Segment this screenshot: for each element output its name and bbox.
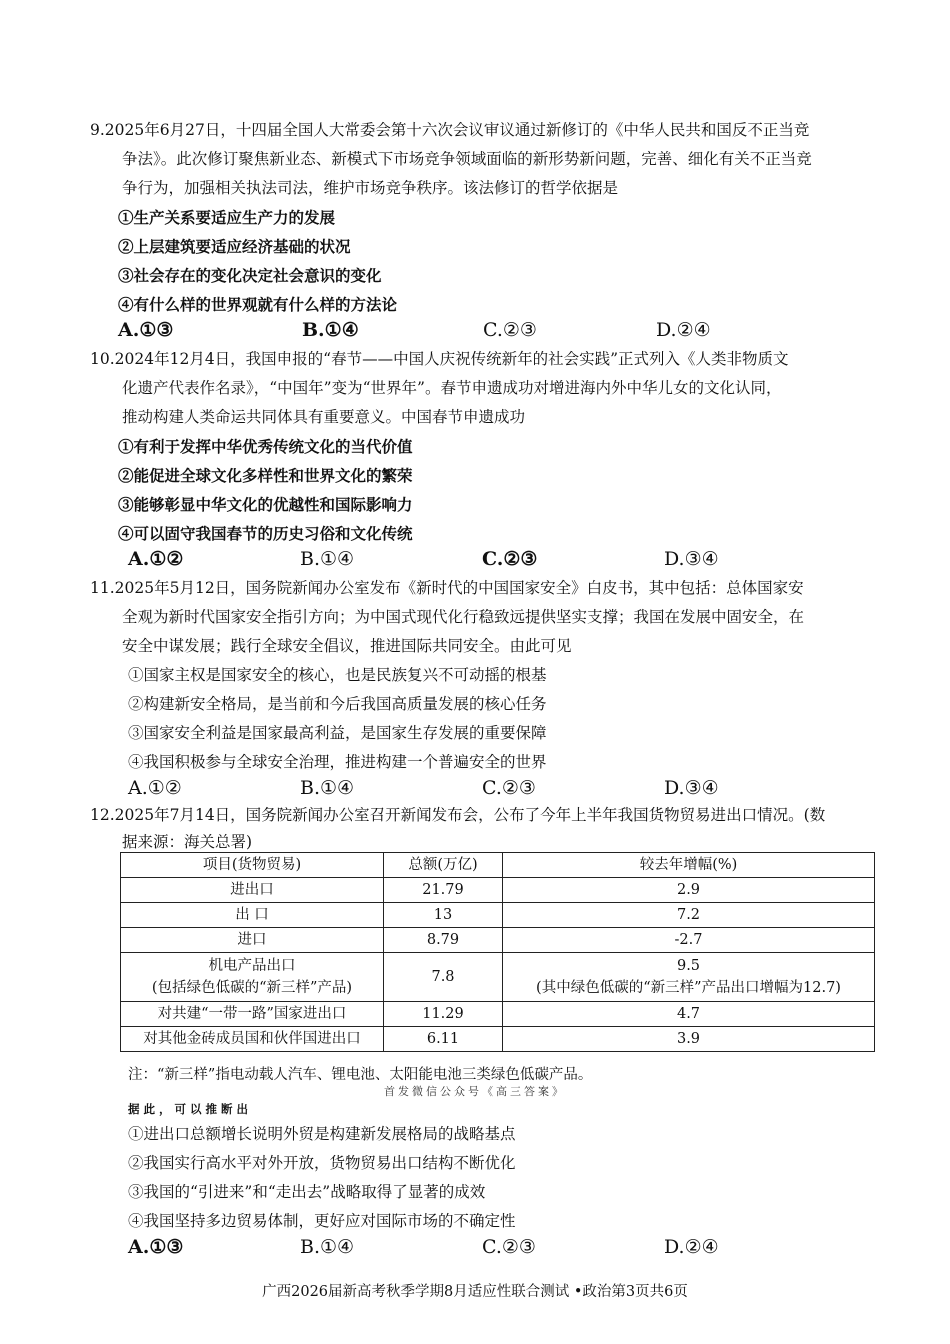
table-cell-item-line-1: 机电产品出口 (208, 958, 296, 974)
question-9-option-3: ③社会存在的变化决定社会意识的变化 (118, 266, 382, 285)
table-cell-growth: 2.9 (503, 878, 875, 903)
table-cell-item: 进出口 (121, 878, 384, 903)
question-10-option-1: ①有利于发挥中华优秀传统文化的当代价值 (118, 437, 413, 456)
table-row (121, 1002, 875, 1027)
question-10 (90, 345, 880, 578)
page-footer: 广西2026届新高考秋季学期8月适应性联合测试 •政治第3页共6页 (262, 1284, 688, 1300)
question-12-line-1: 12.2025年7月14日，国务院新闻办公室召开新闻发布会，公布了今年上半年我国货物贸易进出口情况。(数 (90, 806, 826, 824)
question-11-option-4: ④我国积极参与全球安全治理，推进构建一个普遍安全的世界 (128, 753, 547, 771)
table-cell-growth: -2.7 (503, 928, 875, 953)
table-note: 注：“新三样”指电动载人汽车、锂电池、太阳能电池三类绿色低碳产品。 (128, 1067, 593, 1083)
table-header-growth: 较去年增幅(%) (503, 853, 875, 878)
question-11-choice-c[interactable]: C.②③ (482, 777, 536, 799)
question-12-body (128, 1098, 888, 1266)
question-10-line-2: 化遗产代表作名录》，“中国年”变为“世界年”。春节申遗成功对增进海内外中华儿女的文化认同， (122, 379, 782, 397)
table-header-item: 项目(货物贸易) (121, 853, 384, 878)
table-row (121, 1027, 875, 1052)
table-row (121, 928, 875, 953)
question-9-option-2: ②上层建筑要适应经济基础的状况 (118, 237, 351, 256)
question-12-choice-c[interactable]: C.②③ (482, 1236, 536, 1258)
table-cell-total: 13 (384, 903, 503, 928)
question-11-choice-a[interactable]: A.①② (128, 777, 182, 799)
question-11-line-1: 11.2025年5月12日，国务院新闻办公室发布《新时代的中国国家安全》白皮书，其中包括：总体国家安 (90, 579, 804, 597)
question-9-line-1: 9.2025年6月27日，十四届全国人大常委会第十六次会议审议通过新修订的《中华人民共和国反不正当竞 (90, 121, 810, 139)
table-cell-total: 7.8 (384, 953, 503, 1002)
table-row (121, 878, 875, 903)
question-12-option-1: ①进出口总额增长说明外贸是构建新发展格局的战略基点 (128, 1125, 516, 1143)
question-10-line-3: 推动构建人类命运共同体具有重要意义。中国春节申遗成功 (122, 408, 526, 426)
table-header-total: 总额(万亿) (384, 853, 503, 878)
table-header-row (121, 853, 875, 878)
question-11-choice-b[interactable]: B.①④ (300, 777, 355, 799)
question-10-choice-a[interactable]: A.①② (128, 548, 184, 570)
question-12-option-2: ②我国实行高水平对外开放，货物贸易出口结构不断优化 (128, 1154, 516, 1172)
question-12-lead: 据此，可以推断出 (128, 1102, 252, 1116)
question-12-option-4: ④我国坚持多边贸易体制，更好应对国际市场的不确定性 (128, 1212, 516, 1230)
question-11 (90, 574, 880, 807)
table-cell-growth: 4.7 (503, 1002, 875, 1027)
table-cell-growth-line-2: (其中绿色低碳的“新三样”产品出口增幅为12.7) (536, 980, 841, 996)
question-10-choice-b[interactable]: B.①④ (300, 548, 355, 570)
question-11-choice-d[interactable]: D.③④ (664, 777, 719, 799)
table-cell-growth-line-1: 9.5 (676, 958, 701, 974)
question-9-option-4: ④有什么样的世界观就有什么样的方法论 (118, 295, 398, 314)
table-cell-item: 对共建“一带一路”国家进出口 (121, 1002, 384, 1027)
question-12-line-2: 据来源：海关总署) (122, 833, 253, 851)
question-12-choice-d[interactable]: D.②④ (664, 1236, 719, 1258)
question-12-choice-a[interactable]: A.①③ (128, 1236, 184, 1258)
table-cell-total: 21.79 (384, 878, 503, 903)
table-cell-total: 6.11 (384, 1027, 503, 1052)
question-12-choices (128, 1236, 888, 1266)
table-cell-total: 11.29 (384, 1002, 503, 1027)
table-cell-total: 8.79 (384, 928, 503, 953)
table-cell-growth: 7.2 (503, 903, 875, 928)
question-12 (90, 801, 880, 854)
question-10-option-4: ④可以固守我国春节的历史习俗和文化传统 (118, 524, 413, 543)
question-11-option-1: ①国家主权是国家安全的核心，也是民族复兴不可动摇的根基 (128, 666, 547, 684)
table-cell-item: 出 口 (121, 903, 384, 928)
table-cell-item-line-2: (包括绿色低碳的“新三样”产品) (151, 980, 353, 996)
table-cell-growth: 3.9 (503, 1027, 875, 1052)
question-9-line-3: 争行为，加强相关执法司法，维护市场竞争秩序。该法修订的哲学依据是 (122, 179, 619, 197)
question-9-choice-d[interactable]: D.②④ (656, 319, 711, 341)
question-9-line-2: 争法》。此次修订聚焦新业态、新模式下市场竞争领域面临的新形势新问题，完善、细化有关不正当竞 (122, 150, 812, 168)
question-11-option-2: ②构建新安全格局，是当前和今后我国高质量发展的核心任务 (128, 695, 547, 713)
question-11-option-3: ③国家安全利益是国家最高利益，是国家生存发展的重要保障 (128, 724, 547, 742)
question-10-option-3: ③能够彰显中华文化的优越性和国际影响力 (118, 495, 413, 514)
question-9-choice-a[interactable]: A.①③ (118, 319, 174, 341)
table-cell-item: 进口 (121, 928, 384, 953)
question-10-choice-d[interactable]: D.③④ (664, 548, 719, 570)
question-9-choice-c[interactable]: C.②③ (483, 319, 537, 341)
table-row (121, 953, 875, 1002)
table-cell-item (121, 953, 384, 1002)
watermark-text: 首发微信公众号《高三答案》 (384, 1085, 566, 1098)
table-cell-growth (503, 953, 875, 1002)
question-11-line-2: 全观为新时代国家安全指引方向；为中国式现代化行稳致远提供坚实支撑；我国在发展中固安全，在 (122, 608, 805, 626)
question-12-option-3: ③我国的“引进来”和“走出去”战略取得了显著的成效 (128, 1183, 486, 1201)
table-row (121, 903, 875, 928)
question-9 (90, 116, 880, 349)
question-9-choice-b[interactable]: B.①④ (302, 319, 359, 341)
trade-data-table (120, 852, 875, 1052)
question-10-line-1: 10.2024年12月4日，我国申报的“春节——中国人庆祝传统新年的社会实践”正式列入《人类非物质文 (90, 350, 789, 368)
question-10-option-2: ②能促进全球文化多样性和世界文化的繁荣 (118, 466, 413, 485)
question-10-choice-c[interactable]: C.②③ (482, 548, 538, 570)
question-12-choice-b[interactable]: B.①④ (300, 1236, 355, 1258)
table-cell-item: 对其他金砖成员国和伙伴国进出口 (121, 1027, 384, 1052)
question-9-option-1: ①生产关系要适应生产力的发展 (118, 208, 336, 227)
question-11-line-3: 安全中谋发展；践行全球安全倡议，推进国际共同安全。由此可见 (122, 637, 572, 655)
